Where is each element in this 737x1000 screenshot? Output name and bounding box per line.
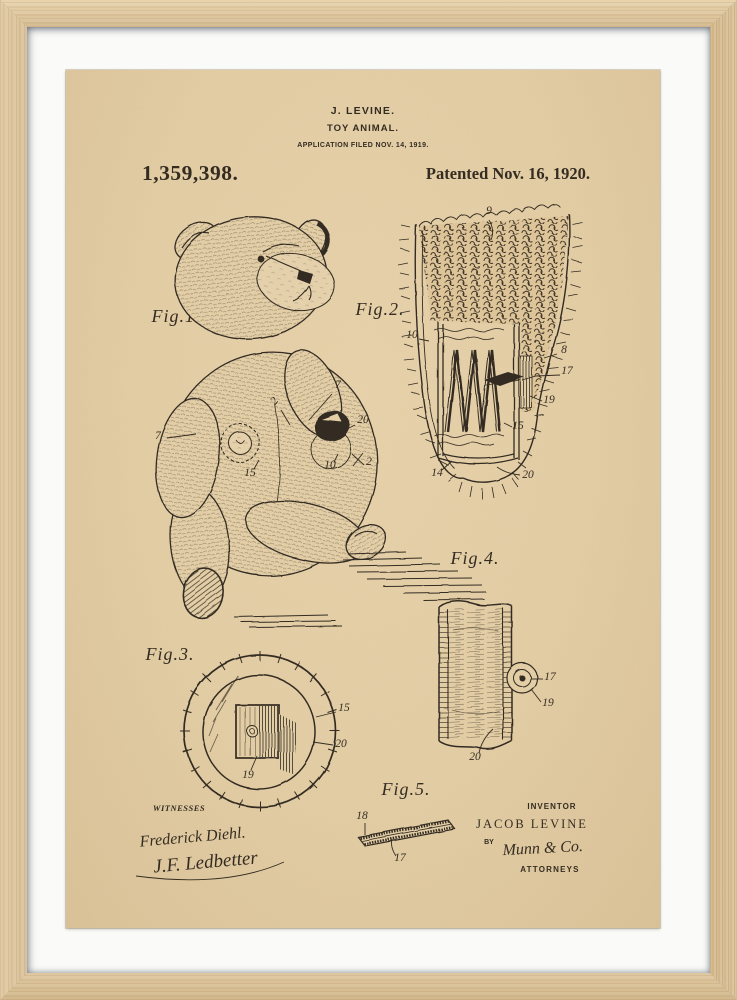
frame-side-bottom bbox=[0, 973, 737, 1000]
frame-side-left bbox=[0, 0, 27, 1000]
patent-drawing-canvas bbox=[66, 70, 660, 928]
paper-grain-overlay bbox=[66, 70, 660, 928]
frame-side-right bbox=[710, 0, 737, 1000]
frame-side-top bbox=[0, 0, 737, 27]
patent-paper bbox=[66, 70, 660, 928]
